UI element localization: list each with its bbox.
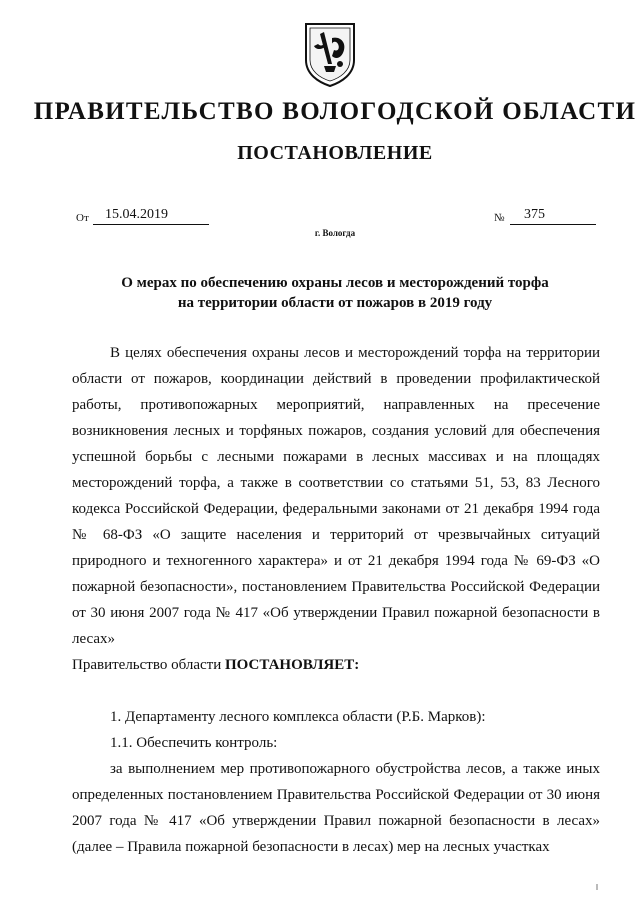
item-1-1-text: за выполнением мер противопожарного обустройства лесов, а также иных определенных постановлением Правительства Российской Федерации от 30 июня 2007 года № 417 «Об утверждении Правил пожарной безопасности в лесах» (далее – Правила пожарной безопасности в лесах) мер на лесных участках [72, 761, 600, 855]
date-field: 15.04.2019 [93, 207, 209, 225]
number-field: 375 [510, 207, 596, 225]
resolve-word: ПОСТАНОВЛЯЕТ: [224, 657, 360, 673]
body-text [72, 340, 600, 860]
subject-line: О мерах по обеспечению охраны лесов и месторождений торфа [121, 275, 549, 291]
subject-heading [60, 273, 610, 313]
number-prefix: № [494, 212, 505, 224]
item-1: 1. Департаменту лесного комплекса области (Р.Б. Марков): [110, 709, 486, 725]
item-1-1: 1.1. Обеспечить контроль: [110, 735, 278, 751]
subject-line: на территории области от пожаров в 2019 году [177, 295, 493, 311]
government-title: ПРАВИТЕЛЬСТВО ВОЛОГОДСКОЙ ОБЛАСТИ [33, 98, 637, 125]
coat-of-arms-icon [302, 20, 358, 88]
spacer [72, 678, 600, 704]
scan-mark [596, 884, 598, 890]
resolve-line [72, 652, 600, 678]
resolve-prefix: Правительство области [72, 657, 222, 673]
date-prefix: От [76, 212, 89, 224]
document-type: ПОСТАНОВЛЕНИЕ [237, 142, 433, 164]
city-label: г. Вологда [314, 228, 356, 238]
preamble-paragraph: В целях обеспечения охраны лесов и месторождений торфа на территории области от пожаров, координации действий в проведении профилактической работы, противопожарных мероприятий, направленных на пресечение возникновения лесных и торфяных пожаров, создания условий для обеспечения успешной борьбы с лесными пожарами в лесных массивах и на площадях месторождений торфа, а также в соответствии со статьями 51, 53, 83 Лесного кодекса Российской Федерации, федеральными законами от 21 декабря 1994 года № 68-ФЗ «О защите населения и территорий от чрезвычайных ситуаций природного и техногенного характера» и от 21 декабря 1994 года № 69-ФЗ «О пожарной безопасности», постановлением Правительства Российской Федерации от 30 июня 2007 года № 417 «Об утверждении Правил пожарной безопасности в лесах» [72, 345, 600, 647]
